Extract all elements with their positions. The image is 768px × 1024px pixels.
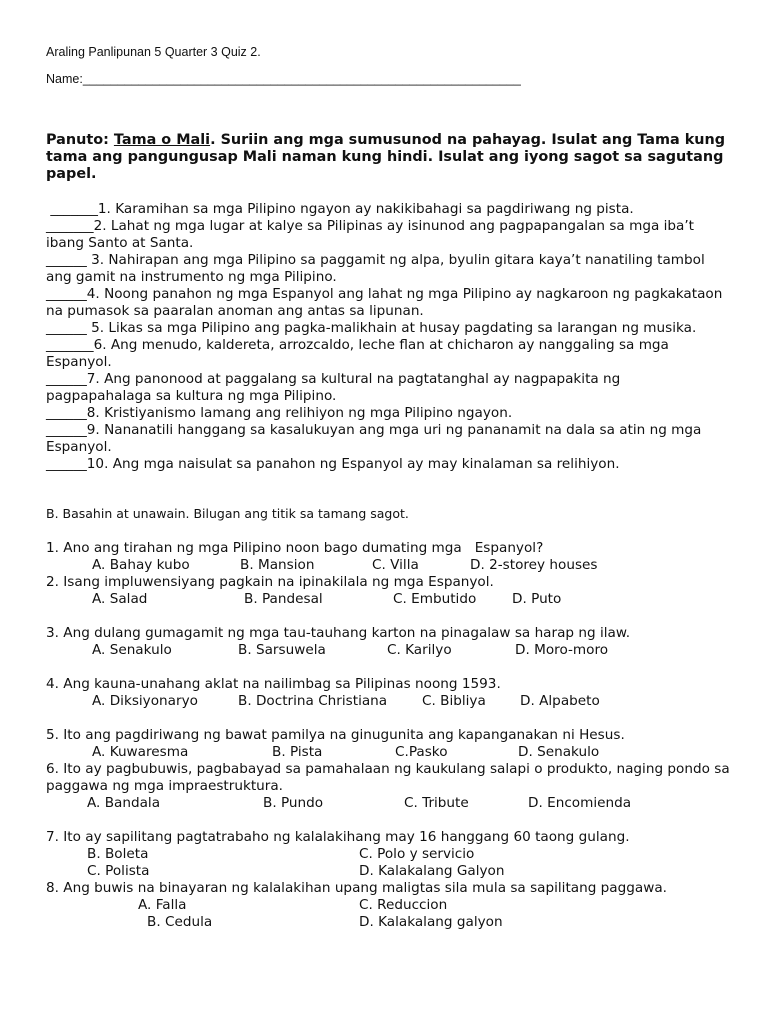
question-7-options-row-1 [46, 846, 736, 863]
option: A. Salad [92, 591, 148, 607]
tf-item-5: ______ 5. Likas sa mga Pilipino ang pagka-malikhain at husay pagdating sa larangan ng musika. [46, 320, 697, 336]
tf-item-3: ______ 3. Nahirapan ang mga Pilipino sa paggamit ng alpa, byulin gitara kaya’t nanatiling tambol ang gamit na instrumento ng mga Pilipino. [46, 252, 705, 285]
question-1: 1. Ano ang tirahan ng mga Pilipino noon bago dumating mga Espanyol? [46, 540, 544, 556]
option: C.Pasko [395, 744, 448, 760]
instructions-paragraph [46, 132, 726, 183]
question-5-options [46, 744, 736, 761]
option: D. Encomienda [528, 795, 632, 811]
option: A. Falla [138, 897, 187, 913]
option: D. Kalakalang galyon [359, 914, 503, 930]
instructions-rest: . Suriin ang mga sumusunod na pahayag. Isulat ang Tama kung tama ang pangungusap Mali naman kung hindi. Isulat ang iyong sagot sa sagutang papel. [46, 132, 726, 182]
option: B. Pundo [263, 795, 324, 811]
option: A. Kuwaresma [92, 744, 189, 760]
option: B. Cedula [147, 914, 213, 930]
option: B. Pista [272, 744, 323, 760]
instructions-underlined: Tama o Mali [113, 132, 211, 148]
question-4-options [46, 693, 736, 710]
question-8-options-row-2 [46, 914, 736, 931]
question-2-options [46, 591, 736, 608]
option: D. Puto [512, 591, 562, 607]
quiz-title: Araling Panlipunan 5 Quarter 3 Quiz 2. [46, 45, 261, 59]
question-7-options-row-2 [46, 863, 736, 880]
question-2: 2. Isang impluwensiyang pagkain na ipinakilala ng mga Espanyol. [46, 574, 494, 590]
option: D. Senakulo [518, 744, 600, 760]
question-7: 7. Ito ay sapilitang pagtatrabaho ng kalalakihang may 16 hanggang 60 taong gulang. [46, 829, 630, 845]
question-5: 5. Ito ang pagdiriwang ng bawat pamilya na ginugunita ang kapanganakan ni Hesus. [46, 727, 625, 743]
option: A. Bandala [87, 795, 161, 811]
option: A. Bahay kubo [92, 557, 190, 573]
option: C. Karilyo [387, 642, 452, 658]
option: C. Embutido [393, 591, 477, 607]
option: C. Polista [87, 863, 150, 879]
option: A. Senakulo [92, 642, 172, 658]
tf-item-4: ______4. Noong panahon ng mga Espanyol ang lahat ng mga Pilipino ay nagkaroon ng pagkakataon na pumasok sa paaralan anoman ang antas sa lipunan. [46, 286, 723, 319]
option: B. Boleta [87, 846, 149, 862]
option: B. Pandesal [244, 591, 323, 607]
true-false-section [46, 201, 726, 473]
option: C. Polo y servicio [359, 846, 475, 862]
option: C. Tribute [404, 795, 469, 811]
option: B. Doctrina Christiana [238, 693, 388, 709]
option: B. Sarsuwela [238, 642, 326, 658]
multiple-choice-section [46, 540, 736, 931]
option: C. Reduccion [359, 897, 448, 913]
option: A. Diksiyonaryo [92, 693, 198, 709]
tf-item-6: _______6. Ang menudo, kaldereta, arrozcaldo, leche flan at chicharon ay nanggaling sa mga Espanyol. [46, 337, 669, 370]
tf-item-1: _______1. Karamihan sa mga Pilipino ngayon ay nakikibahagi sa pagdiriwang ng pista. [46, 201, 634, 217]
question-6: 6. Ito ay pagbubuwis, pagbabayad sa pamahalaan ng kaukulang salapi o produkto, naging pondo sa paggawa ng mga impraestruktura. [46, 761, 730, 794]
tf-item-7: ______7. Ang panonood at paggalang sa kultural na pagtatanghal ay nagpapakita ng pagpapahalaga sa kultura ng mga Pilipino. [46, 371, 621, 404]
option: C. Bibliya [422, 693, 486, 709]
tf-item-9: ______9. Nananatili hanggang sa kasalukuyan ang mga uri ng pananamit na dala sa atin ng mga Espanyol. [46, 422, 702, 455]
question-4: 4. Ang kauna-unahang aklat na nailimbag sa Pilipinas noong 1593. [46, 676, 501, 692]
tf-item-10: ______10. Ang mga naisulat sa panahon ng Espanyol ay may kinalaman sa relihiyon. [46, 456, 620, 472]
option: D. Alpabeto [520, 693, 600, 709]
question-8-options-row-1 [46, 897, 736, 914]
question-3-options [46, 642, 736, 659]
question-3: 3. Ang dulang gumagamit ng mga tau-tauhang karton na pinagalaw sa harap ng ilaw. [46, 625, 631, 641]
tf-item-2: _______2. Lahat ng mga lugar at kalye sa Pilipinas ay isinunod ang pagpapangalan sa mga iba’t ibang Santo at Santa. [46, 218, 694, 251]
instructions-lead: Panuto: [46, 132, 114, 148]
part-b-instruction: B. Basahin at unawain. Bilugan ang titik sa tamang sagot. [46, 506, 409, 521]
question-8: 8. Ang buwis na binayaran ng kalalakihan upang maligtas sila mula sa sapilitang paggawa. [46, 880, 667, 896]
option: B. Mansion [240, 557, 315, 573]
option: C. Villa [372, 557, 419, 573]
option: D. Kalakalang Galyon [359, 863, 505, 879]
option: D. Moro-moro [515, 642, 609, 658]
tf-item-8: ______8. Kristiyanismo lamang ang relihiyon ng mga Pilipino ngayon. [46, 405, 513, 421]
name-line: Name:_______________________________________________________________ [46, 72, 521, 86]
question-1-options [46, 557, 736, 574]
option: D. 2-storey houses [470, 557, 598, 573]
question-6-options [46, 795, 736, 812]
